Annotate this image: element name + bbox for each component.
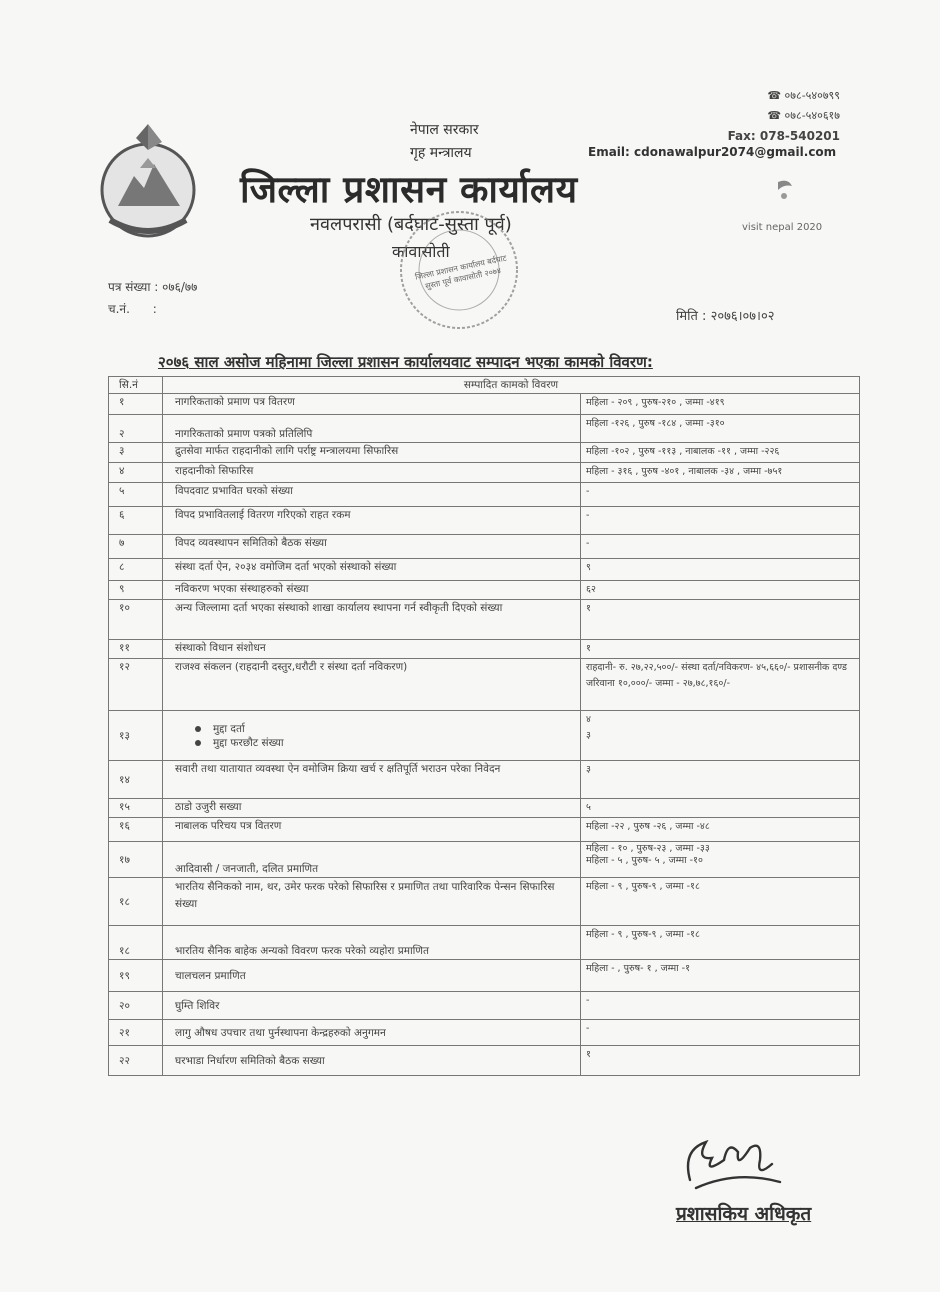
reference-block bbox=[108, 276, 197, 320]
visit-nepal-logo-icon bbox=[738, 176, 818, 246]
row-sn: १८ bbox=[109, 926, 163, 960]
row-sn: ५ bbox=[109, 483, 163, 507]
bullet-text: मुद्दा दर्ता bbox=[213, 722, 245, 735]
row-desc: नागरिकताको प्रमाण पत्रको प्रतिलिपि bbox=[163, 415, 581, 443]
table-row bbox=[109, 559, 860, 581]
table-row bbox=[109, 463, 860, 483]
row-val: - bbox=[581, 483, 860, 507]
row-desc: ठाडो उजुरी सख्या bbox=[163, 799, 581, 818]
letter-number: पत्र संख्या : ०७६/७७ bbox=[108, 280, 198, 294]
row-desc: विपद व्यवस्थापन समितिको बैठक संख्या bbox=[163, 535, 581, 559]
row-sn: २० bbox=[109, 992, 163, 1020]
bullet-icon bbox=[195, 726, 201, 732]
row-desc: संस्थाको विधान संशोधन bbox=[163, 640, 581, 659]
signatory-title: प्रशासकिय अधिकृत bbox=[676, 1203, 812, 1225]
row-sn: ९ bbox=[109, 581, 163, 600]
row-sn: २१ bbox=[109, 1020, 163, 1046]
row-desc bbox=[163, 711, 581, 761]
phone-2: ☎ ०७८-५४०६१७ bbox=[767, 109, 840, 122]
row-val: ३ bbox=[581, 761, 860, 799]
row-sn: ३ bbox=[109, 443, 163, 463]
row-desc: विपदवाट प्रभावित घरको संख्या bbox=[163, 483, 581, 507]
row-desc: घरभाडा निर्धारण समितिको बैठक सख्या bbox=[163, 1046, 581, 1076]
row-val: - bbox=[581, 535, 860, 559]
email-address: Email: cdonawalpur2074@gmail.com bbox=[588, 145, 837, 159]
row-desc: विपद प्रभावितलाई वितरण गरिएको राहत रकम bbox=[163, 507, 581, 535]
contact-block bbox=[728, 86, 840, 146]
row-val: महिला -१२६ , पुरुष -१८४ , जम्मा -३१० bbox=[581, 415, 860, 443]
table-row bbox=[109, 761, 860, 799]
table-row bbox=[109, 581, 860, 600]
row-val bbox=[581, 842, 860, 878]
header-desc: सम्पादित कामको विवरण bbox=[163, 377, 860, 394]
work-details-table bbox=[108, 376, 860, 1076]
table-row bbox=[109, 992, 860, 1020]
government-name: नेपाल सरकार bbox=[410, 122, 479, 138]
row-sn: १७ bbox=[109, 842, 163, 878]
district-name: नवलपरासी (बर्दघाट-सुस्ता पूर्व) bbox=[310, 214, 512, 235]
row-sn: १३ bbox=[109, 711, 163, 761]
row-desc: संस्था दर्ता ऐन, २०३४ वमोजिम दर्ता भएको संस्थाको संख्या bbox=[163, 559, 581, 581]
row-desc: चालचलन प्रमाणित bbox=[163, 960, 581, 992]
row-sn: १० bbox=[109, 600, 163, 640]
row-val: १ bbox=[581, 600, 860, 640]
table-row bbox=[109, 535, 860, 559]
row-sn: ४ bbox=[109, 463, 163, 483]
row-desc: राजश्व संकलन (राहदानी दस्तुर,धरौटी र संस्था दर्ता नविकरण) bbox=[163, 659, 581, 711]
table-row bbox=[109, 600, 860, 640]
office-title: जिल्ला प्रशासन कार्यालय bbox=[240, 168, 578, 211]
table-header-row bbox=[109, 377, 860, 394]
dispatch-number: च.नं. : bbox=[108, 302, 157, 316]
row-desc: राहदानीको सिफारिस bbox=[163, 463, 581, 483]
stamp-text: जिल्ला प्रशासन कार्यालय बर्दघाट सुस्ता पूर्व कावासोती २०७४ bbox=[414, 253, 508, 291]
phone-1: ☎ ०७८-५४०७९९ bbox=[767, 89, 840, 102]
row-val-line: महिला - १० , पुरुष-२३ , जम्मा -३३ bbox=[586, 843, 710, 854]
row-sn: १६ bbox=[109, 818, 163, 842]
visit-nepal-text: visit nepal 2020 bbox=[742, 222, 823, 233]
bullet-item bbox=[195, 736, 575, 750]
row-val: ५ bbox=[581, 799, 860, 818]
row-desc: नाबालक परिचय पत्र वितरण bbox=[163, 818, 581, 842]
row-val-line: महिला - ५ , पुरुष- ५ , जम्मा -१० bbox=[586, 855, 703, 866]
bullet-text: मुद्दा फरछौट संख्या bbox=[213, 736, 284, 749]
table-row bbox=[109, 415, 860, 443]
table-row bbox=[109, 926, 860, 960]
table-row bbox=[109, 483, 860, 507]
row-sn: १ bbox=[109, 394, 163, 415]
table-row bbox=[109, 1046, 860, 1076]
row-desc: नागरिकताको प्रमाण पत्र वितरण bbox=[163, 394, 581, 415]
row-val-line: ३ bbox=[586, 730, 591, 741]
row-val: - bbox=[581, 1020, 860, 1046]
row-sn: १९ bbox=[109, 960, 163, 992]
table-row bbox=[109, 640, 860, 659]
row-desc: द्रुतसेवा मार्फत राहदानीको लागि पर्राष्ट्र मन्त्रालयमा सिफारिस bbox=[163, 443, 581, 463]
table-row bbox=[109, 394, 860, 415]
row-val: महिला - ९ , पुरुष-९ , जम्मा -१८ bbox=[581, 878, 860, 926]
row-desc: नविकरण भएका संस्थाहरुको संख्या bbox=[163, 581, 581, 600]
row-val: महिला - ३१६ , पुरुष -४०१ , नाबालक -३४ , जम्मा -७५१ bbox=[581, 463, 860, 483]
header-sn: सि.नं bbox=[109, 377, 163, 394]
row-val: महिला - २०९ , पुरुष-२१० , जम्मा -४१९ bbox=[581, 394, 860, 415]
nepal-emblem-icon bbox=[96, 120, 200, 244]
bullet-icon bbox=[195, 740, 201, 746]
row-val bbox=[581, 711, 860, 761]
table-row bbox=[109, 507, 860, 535]
row-desc: आदिवासी / जनजाती, दलित प्रमाणित bbox=[163, 842, 581, 878]
row-desc: भारतिय सैनिकको नाम, थर, उमेर फरक परेको सिफारिस र प्रमाणित तथा पारिवारिक पेन्सन सिफारिस संख्या bbox=[163, 878, 581, 926]
row-sn: १४ bbox=[109, 761, 163, 799]
row-desc: भारतिय सैनिक बाहेक अन्यको विवरण फरक परेको व्यहोरा प्रमाणित bbox=[163, 926, 581, 960]
row-desc: अन्य जिल्लामा दर्ता भएका संस्थाको शाखा कार्यालय स्थापना गर्न स्वीकृती दिएको संख्या bbox=[163, 600, 581, 640]
table-row bbox=[109, 960, 860, 992]
fax-number: Fax: 078-540201 bbox=[727, 129, 840, 143]
table-row bbox=[109, 799, 860, 818]
row-sn: ११ bbox=[109, 640, 163, 659]
row-sn: १८ bbox=[109, 878, 163, 926]
row-sn: २२ bbox=[109, 1046, 163, 1076]
row-val: महिला - ९ , पुरुष-९ , जम्मा -१८ bbox=[581, 926, 860, 960]
row-sn: ७ bbox=[109, 535, 163, 559]
table-row bbox=[109, 443, 860, 463]
table-row bbox=[109, 818, 860, 842]
row-val: महिला -१०२ , पुरुष -११३ , नाबालक -११ , जम्मा -२२६ bbox=[581, 443, 860, 463]
row-val-line: ४ bbox=[586, 714, 591, 725]
row-val: ६२ bbox=[581, 581, 860, 600]
table-row bbox=[109, 1020, 860, 1046]
place-name: कावासोती bbox=[392, 242, 450, 261]
document-date: मिति : २०७६।०७।०२ bbox=[676, 309, 775, 324]
row-val: - bbox=[581, 992, 860, 1020]
row-val: महिला - , पुरुष- १ , जम्मा -१ bbox=[581, 960, 860, 992]
row-sn: २ bbox=[109, 415, 163, 443]
row-desc: घुम्ति शिविर bbox=[163, 992, 581, 1020]
table-row bbox=[109, 711, 860, 761]
row-sn: ८ bbox=[109, 559, 163, 581]
row-sn: १२ bbox=[109, 659, 163, 711]
table-row bbox=[109, 842, 860, 878]
row-val: ९ bbox=[581, 559, 860, 581]
row-val: १ bbox=[581, 1046, 860, 1076]
ministry-name: गृह मन्त्रालय bbox=[410, 145, 472, 161]
row-sn: ६ bbox=[109, 507, 163, 535]
table-row bbox=[109, 878, 860, 926]
row-val: महिला -२२ , पुरुष -२६ , जम्मा -४८ bbox=[581, 818, 860, 842]
bullet-item bbox=[195, 722, 575, 736]
row-val: १ bbox=[581, 640, 860, 659]
row-desc: सवारी तथा यातायात व्यवस्था ऐन वमोजिम क्रिया खर्च र क्षतिपूर्ति भराउन परेका निवेदन bbox=[163, 761, 581, 799]
table-row bbox=[109, 659, 860, 711]
row-sn: १५ bbox=[109, 799, 163, 818]
signature-icon bbox=[676, 1130, 786, 1196]
row-val: राहदानी- रु. २७,२२,५००/- संस्था दर्ता/नविकरण- ४५,६६०/- प्रशासनीक दण्ड जरिवाना १०,०००/- जम्मा - २७,७८,१६०/- bbox=[581, 659, 860, 711]
report-title: २०७६ साल असोज महिनामा जिल्ला प्रशासन कार्यालयवाट सम्पादन भएका कामको विवरण: bbox=[158, 353, 653, 371]
row-desc: लागु औषध उपचार तथा पुर्नस्थापना केन्द्रहरुको अनुगमन bbox=[163, 1020, 581, 1046]
row-val: - bbox=[581, 507, 860, 535]
